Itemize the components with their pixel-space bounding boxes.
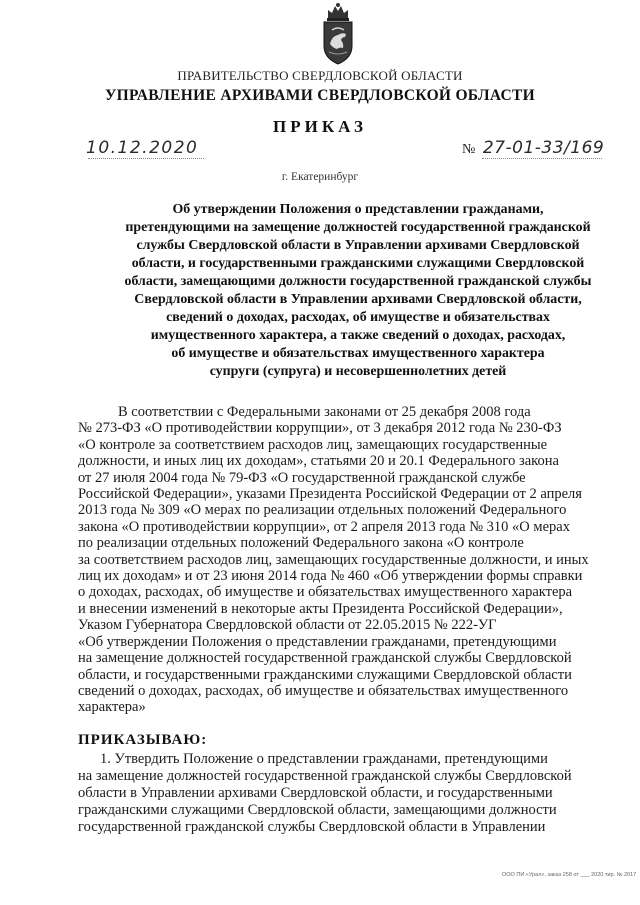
order-number-row — [462, 138, 604, 158]
item-line: области в Управлении архивами Свердловской области, и государственными — [78, 785, 553, 801]
preamble-line: закона «О противодействии коррупции», от 2 апреля 2013 года № 310 «О мерах — [78, 518, 570, 535]
date-underline — [88, 158, 204, 159]
print-footer: ООО ПИ «Урал», заказ 258 от ___ 2020 тир. № 2017 — [502, 872, 637, 878]
title-line: области, и государственными гражданскими служащими Свердловской — [131, 256, 585, 271]
item-line: гражданскими служащими Свердловской области, замещающими должности — [78, 802, 557, 818]
document-type-heading: ПРИКАЗ — [273, 117, 367, 136]
preamble-line: за соответствием расходов лиц, замещающих государственные должности, и иных — [78, 551, 589, 568]
title-line: службы Свердловской области в Управлении архивами Свердловской — [136, 238, 580, 253]
preamble-line: 2013 года № 309 «О мерах по реализации отдельных положений Федерального — [78, 502, 567, 519]
preamble-line: В соответствии с Федеральными законами от 25 декабря 2008 года — [118, 404, 531, 420]
preamble-line: о доходах, расходах, об имуществе и обязательствах имущественного характера — [78, 584, 573, 601]
title-line: Об утверждении Положения о представлении гражданами, — [172, 202, 544, 217]
order-directive-word: ПРИКАЗЫВАЮ: — [78, 732, 208, 748]
preamble-line: области, и государственными гражданскими служащими Свердловской области — [78, 666, 572, 683]
item-line: государственной гражданской службы Свердловской области в Управлении — [78, 819, 546, 835]
preamble-line: лиц их доходам» и от 23 июня 2014 года № 460 «Об утверждении формы справки — [78, 568, 583, 585]
government-name: ПРАВИТЕЛЬСТВО СВЕРДЛОВСКОЙ ОБЛАСТИ — [177, 68, 463, 83]
title-line: об имуществе и обязательствах имущественного характера — [171, 346, 545, 361]
preamble-line: «О контроле за соответствием расходов лиц, замещающих государственные — [78, 436, 548, 453]
number-underline — [482, 158, 602, 159]
order-number: 27-01-33/169 — [482, 138, 605, 158]
preamble-line: от 27 июля 2004 года № 79-ФЗ «О государственной гражданской службе — [78, 469, 526, 486]
preamble-line: характера» — [78, 699, 146, 716]
title-line: имущественного характера, а также сведений о доходах, расходах, — [150, 328, 566, 343]
title-line: сведений о доходах, расходах, об имуществе и обязательствах — [166, 310, 550, 325]
city-line: г. Екатеринбург — [281, 171, 359, 183]
preamble-paragraph — [78, 404, 616, 716]
preamble-line: № 273-ФЗ «О противодействии коррупции», от 3 декабря 2012 года № 230-ФЗ — [78, 420, 562, 437]
preamble-line: по реализации отдельных положений Федерального закона «О контроле — [78, 535, 524, 552]
preamble-line: Российской Федерации», указами Президента Российской Федерации от 2 апреля — [78, 486, 582, 503]
order-item-1 — [78, 751, 616, 836]
preamble-line: на замещение должностей государственной гражданской службы Свердловской — [78, 650, 572, 667]
department-name: УПРАВЛЕНИЕ АРХИВАМИ СВЕРДЛОВСКОЙ ОБЛАСТИ — [104, 87, 536, 104]
title-line: супруги (супруга) и несовершеннолетних детей — [209, 364, 507, 379]
preamble-line: должности, и иных лиц их доходам», статьями 20 и 20.1 Федерального закона — [78, 453, 559, 470]
title-line: Свердловской области в Управлении архивами Свердловской области, — [134, 292, 582, 307]
number-sign: № — [462, 142, 476, 157]
preamble-line: сведений о доходах, расходах, об имуществе и обязательствах имущественного — [78, 682, 569, 699]
order-date: 10.12.2020 — [86, 138, 199, 158]
item-line: 1. Утвердить Положение о представлении гражданами, претендующими — [100, 751, 548, 767]
preamble-line: Указом Губернатора Свердловской области от 22.05.2015 № 222-УГ — [78, 617, 497, 634]
title-line: претендующими на замещение должностей государственной гражданской — [125, 220, 591, 235]
item-line: на замещение должностей государственной гражданской службы Свердловской — [78, 768, 572, 784]
title-line: области, замещающими должности государственной гражданской службы — [124, 274, 592, 289]
coat-of-arms-emblem — [318, 2, 358, 66]
preamble-line: и внесении изменений в некоторые акты Президента Российской Федерации», — [78, 600, 563, 617]
preamble-line: «Об утверждении Положения о представлении гражданами, претендующими — [78, 633, 557, 650]
order-title — [108, 201, 608, 381]
